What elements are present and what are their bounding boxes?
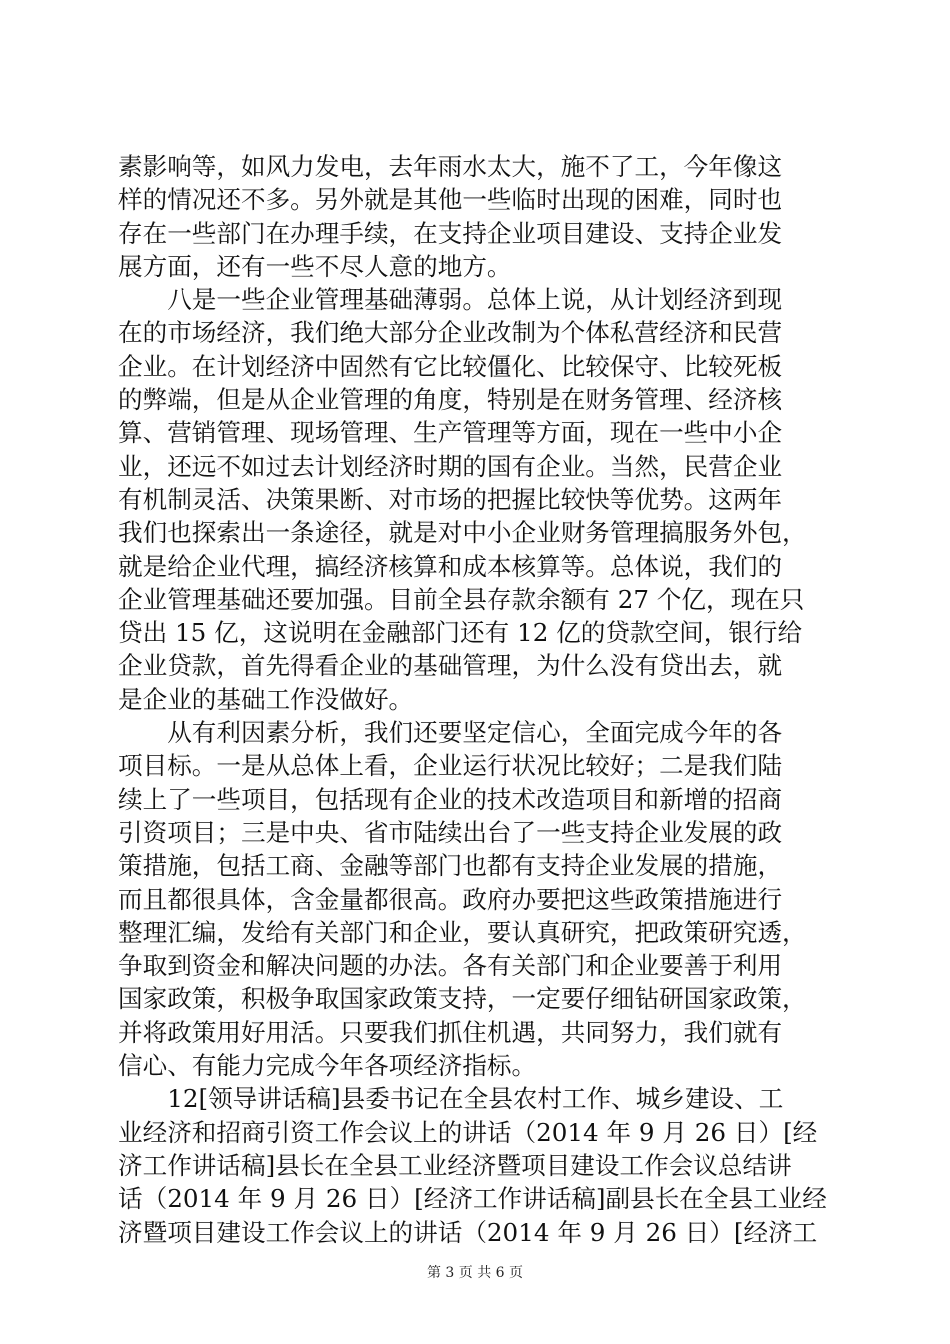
text-line: 存在一些部门在办理手续，在支持企业项目建设、支持企业发 xyxy=(118,218,783,248)
text-line: 项目标。一是从总体上看，企业运行状况比较好；二是我们陆 xyxy=(118,751,783,781)
text-line: 企业管理基础还要加强。目前全县存款余额有 27 个亿，现在只 xyxy=(118,584,805,614)
text-line: 在的市场经济，我们绝大部分企业改制为个体私营经济和民营 xyxy=(118,318,783,348)
text-line: 展方面，还有一些不尽人意的地方。 xyxy=(118,251,512,281)
text-line: 贷出 15 亿，这说明在金融部门还有 12 亿的贷款空间，银行给 xyxy=(118,618,803,648)
document-body xyxy=(118,150,830,1249)
text-line: 就是给企业代理，搞经济核算和成本核算等。总体说，我们的 xyxy=(118,551,783,581)
text-line: 引资项目；三是中央、省市陆续出台了一些支持企业发展的政 xyxy=(118,817,783,847)
text-line: 国家政策，积极争取国家政策支持，一定要仔细钻研国家政策， xyxy=(118,984,807,1014)
text-line: 争取到资金和解决问题的办法。各有关部门和企业要善于利用 xyxy=(118,951,783,981)
text-line: 话（2014 年 9 月 26 日）[经济工作讲话稿]副县长在全县工业经 xyxy=(118,1184,827,1214)
text-line: 续上了一些项目，包括现有企业的技术改造项目和新增的招商 xyxy=(118,784,783,814)
text-line: 整理汇编，发给有关部门和企业，要认真研究，把政策研究透， xyxy=(118,917,807,947)
text-line: 信心、有能力完成今年各项经济指标。 xyxy=(118,1051,537,1081)
text-line: 12[领导讲话稿]县委书记在全县农村工作、城乡建设、工 xyxy=(118,1084,784,1114)
text-line: 企业贷款，首先得看企业的基础管理，为什么没有贷出去，就 xyxy=(118,651,783,681)
text-line: 业经济和招商引资工作会议上的讲话（2014 年 9 月 26 日）[经 xyxy=(118,1117,818,1147)
text-line: 济工作讲话稿]县长在全县工业经济暨项目建设工作会议总结讲 xyxy=(118,1150,792,1180)
text-line: 样的情况还不多。另外就是其他一些临时出现的困难，同时也 xyxy=(118,185,783,215)
text-line: 济暨项目建设工作会议上的讲话（2014 年 9 月 26 日）[经济工 xyxy=(118,1217,818,1247)
text-line: 素影响等，如风力发电，去年雨水太大，施不了工，今年像这 xyxy=(118,152,783,181)
text-line: 有机制灵活、决策果断、对市场的把握比较快等优势。这两年 xyxy=(118,484,783,514)
text-line: 的弊端，但是从企业管理的角度，特别是在财务管理、经济核 xyxy=(118,385,783,415)
text-line: 策措施，包括工商、金融等部门也都有支持企业发展的措施， xyxy=(118,851,783,881)
text-line: 八是一些企业管理基础薄弱。总体上说，从计划经济到现 xyxy=(118,285,783,315)
page-number-footer: 第 3 页 共 6 页 xyxy=(426,1265,524,1281)
text-line: 业，还远不如过去计划经济时期的国有企业。当然，民营企业 xyxy=(118,451,783,481)
text-line: 从有利因素分析，我们还要坚定信心，全面完成今年的各 xyxy=(118,718,783,748)
text-line: 是企业的基础工作没做好。 xyxy=(118,684,414,714)
text-line: 我们也探索出一条途径，就是对中小企业财务管理搞服务外包， xyxy=(118,518,807,548)
text-line: 算、营销管理、现场管理、生产管理等方面，现在一些中小企 xyxy=(118,418,783,448)
text-line: 而且都很具体，含金量都很高。政府办要把这些政策措施进行 xyxy=(118,884,783,914)
text-line: 企业。在计划经济中固然有它比较僵化、比较保守、比较死板 xyxy=(118,351,783,381)
text-line: 并将政策用好用活。只要我们抓住机遇，共同努力，我们就有 xyxy=(118,1017,783,1047)
